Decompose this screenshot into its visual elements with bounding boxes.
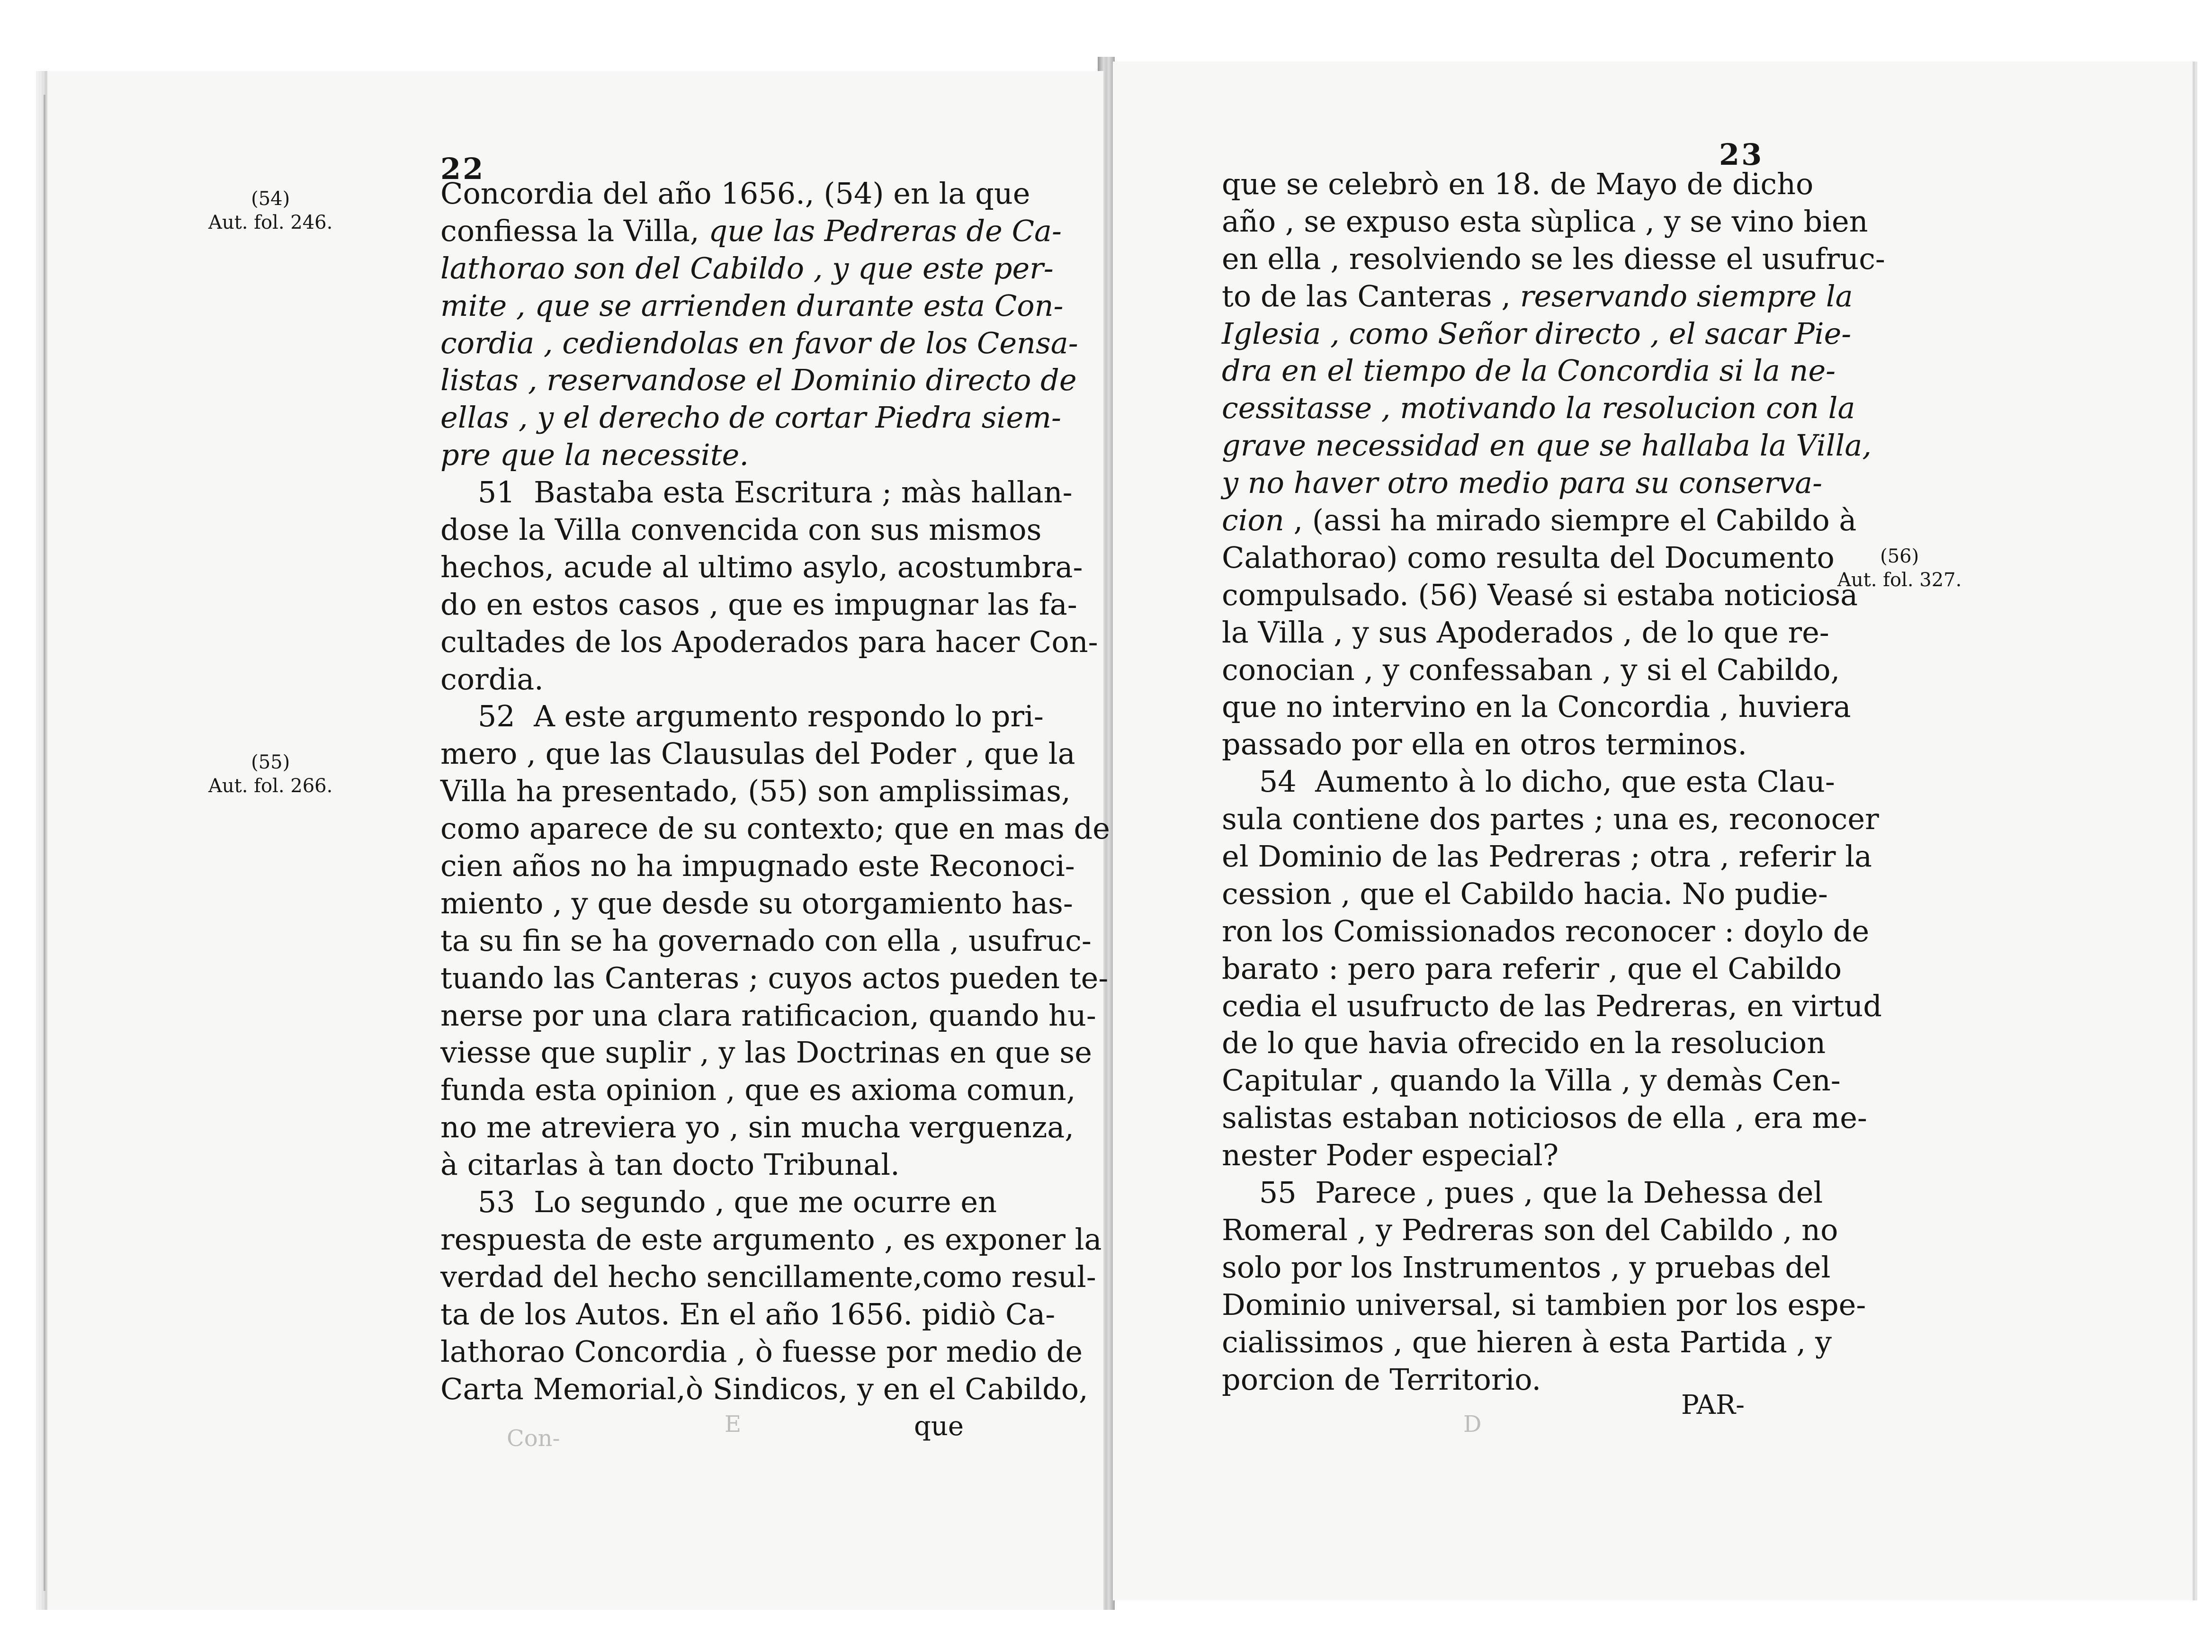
- text-line: cialissimos , que hieren à esta Partida , y: [1222, 1324, 1832, 1359]
- text-line: verdad del hecho sencillamente,como resul-: [440, 1259, 1096, 1294]
- text-line: miento , y que desde su otorgamiento has-: [440, 885, 1073, 920]
- margin-note-cite: Aut. fol. 246.: [208, 212, 333, 233]
- text-line: cordia , cediendolas en favor de los Censa-: [440, 325, 1078, 360]
- text-line: ellas , y el derecho de cortar Piedra siem-: [440, 400, 1061, 435]
- text-line: la Villa , y sus Apoderados , de lo que re-: [1222, 615, 1829, 650]
- text-line: Concordia del año 1656., (54) en la que: [440, 176, 1030, 211]
- text-line: cession , que el Cabildo hacia. No pudie-: [1222, 876, 1828, 911]
- text-line: à citarlas à tan docto Tribunal.: [440, 1147, 900, 1182]
- text-line: cessitasse , motivando la resolucion con la: [1222, 391, 1855, 426]
- text-line: cordia.: [440, 661, 544, 697]
- catchword: que: [914, 1411, 964, 1442]
- right-body-text: [1222, 166, 1885, 1398]
- text-line: y no haver otro medio para su conserva-: [1222, 465, 1823, 500]
- signature-mark: D: [1463, 1411, 1482, 1438]
- text-line: grave necessidad en que se hallaba la Villa,: [1222, 428, 1872, 463]
- text-line: sula contiene dos partes ; una es, reconocer: [1222, 802, 1879, 837]
- text-line: cien años no ha impugnado este Reconoci-: [440, 848, 1075, 884]
- text-line: hechos, acude al ultimo asylo, acostumbra-: [440, 549, 1083, 584]
- text-line: viesse que suplir , y las Doctrinas en que se: [440, 1035, 1092, 1070]
- text-line: conocian , y confessaban , y si el Cabildo,: [1222, 652, 1840, 687]
- margin-note-cite: Aut. fol. 327.: [1837, 569, 1962, 591]
- text-line: Romeral , y Pedreras son del Cabildo , no: [1222, 1212, 1838, 1247]
- text-line: porcion de Territorio.: [1222, 1362, 1541, 1397]
- text-line: listas , reservandose el Dominio directo de: [440, 363, 1077, 398]
- page-number: 22: [440, 152, 485, 186]
- text-line: 55 Parece , pues , que la Dehessa del: [1222, 1175, 1823, 1210]
- margin-note-ref: (55): [251, 751, 290, 773]
- text-line: do en estos casos , que es impugnar las fa-: [440, 587, 1077, 622]
- left-page: [47, 71, 1110, 1610]
- text-line: en ella , resolviendo se les diesse el usufruc-: [1222, 241, 1885, 276]
- text-line: no me atreviera yo , sin mucha verguenza,: [440, 1110, 1074, 1145]
- left-page-edge: [44, 95, 45, 1591]
- margin-note-ref: (54): [251, 188, 290, 210]
- text-line: nester Poder especial?: [1222, 1138, 1559, 1173]
- text-line: que no intervino en la Concordia , huviera: [1222, 689, 1851, 724]
- text-line: pre que la necessite.: [440, 438, 749, 473]
- text-line: Carta Memorial,ò Sindicos, y en el Cabildo,: [440, 1371, 1088, 1406]
- text-line: tuando las Canteras ; cuyos actos pueden te-: [440, 960, 1109, 995]
- margin-note-55: [208, 750, 332, 798]
- text-line: cion , (assi ha mirado siempre el Cabildo à: [1222, 503, 1857, 538]
- text-line: solo por los Instrumentos , y pruebas del: [1222, 1250, 1831, 1285]
- margin-note-56: [1837, 545, 1961, 592]
- text-line: Villa ha presentado, (55) son amplissimas,: [440, 774, 1071, 809]
- margin-note-ref: (56): [1880, 545, 1919, 567]
- left-body-text: [440, 175, 1110, 1408]
- catchword: PAR-: [1681, 1390, 1745, 1420]
- text-line: ron los Comissionados reconocer : doylo de: [1222, 913, 1870, 948]
- text-line: barato : pero para referir , que el Cabildo: [1222, 951, 1842, 986]
- text-line: funda esta opinion , que es axioma comun,: [440, 1072, 1076, 1107]
- right-page: [1113, 62, 2193, 1600]
- text-line: que se celebrò en 18. de Mayo de dicho: [1222, 167, 1814, 201]
- text-line: cultades de los Apoderados para hacer Con-: [440, 624, 1098, 659]
- text-line: Dominio universal, si tambien por los espe-: [1222, 1287, 1866, 1322]
- text-line: 52 A este argumento respondo lo pri-: [440, 699, 1044, 734]
- text-line: mite , que se arrienden durante esta Con-: [440, 288, 1064, 323]
- text-line: el Dominio de las Pedreras ; otra , referir la: [1222, 839, 1872, 874]
- text-line: confiessa la Villa, que las Pedreras de Ca-: [440, 213, 1062, 248]
- text-line: lathorao Concordia , ò fuesse por medio de: [440, 1334, 1083, 1369]
- text-line: respuesta de este argumento , es exponer la: [440, 1222, 1102, 1257]
- text-line: dose la Villa convencida con sus mismos: [440, 512, 1042, 547]
- text-line: passado por ella en otros terminos.: [1222, 727, 1747, 762]
- faint-bleed-catchword: Con-: [507, 1425, 560, 1452]
- text-line: cedia el usufructo de las Pedreras, en virtud: [1222, 988, 1882, 1023]
- text-line: mero , que las Clausulas del Poder , que la: [440, 736, 1075, 771]
- text-line: 53 Lo segundo , que me ocurre en: [440, 1185, 997, 1220]
- text-line: 54 Aumento à lo dicho, que esta Clau-: [1222, 764, 1835, 799]
- text-line: 51 Bastaba esta Escritura ; màs hallan-: [440, 475, 1073, 510]
- text-line: de lo que havia ofrecido en la resolucion: [1222, 1026, 1826, 1061]
- text-line: nerse por una clara ratificacion, quando hu-: [440, 998, 1096, 1033]
- text-line: ta de los Autos. En el año 1656. pidiò Ca-: [440, 1296, 1056, 1331]
- text-line: Iglesia , como Señor directo , el sacar Pie-: [1222, 316, 1852, 351]
- text-line: to de las Canteras , reservando siempre la: [1222, 278, 1853, 313]
- text-line: año , se expuso esta sùplica , y se vino bien: [1222, 204, 1868, 239]
- text-line: como aparece de su contexto; que en mas de: [440, 811, 1110, 846]
- text-line: Capitular , quando la Villa , y demàs Cen-: [1222, 1063, 1841, 1098]
- text-line: salistas estaban noticiosos de ella , era me-: [1222, 1100, 1867, 1135]
- margin-note-cite: Aut. fol. 266.: [208, 775, 333, 797]
- text-line: lathorao son del Cabildo , y que este per-: [440, 250, 1054, 286]
- text-line: ta su fin se ha governado con ella , usufruc-: [440, 923, 1092, 958]
- page-number: 23: [1719, 137, 1764, 172]
- signature-mark: E: [725, 1411, 742, 1438]
- text-line: Calathorao) como resulta del Documento: [1222, 540, 1835, 575]
- text-line: compulsado. (56) Veasé si estaba noticiosa: [1222, 577, 1858, 612]
- text-line: dra en el tiempo de la Concordia si la ne-: [1222, 353, 1836, 388]
- margin-note-54: [208, 187, 332, 234]
